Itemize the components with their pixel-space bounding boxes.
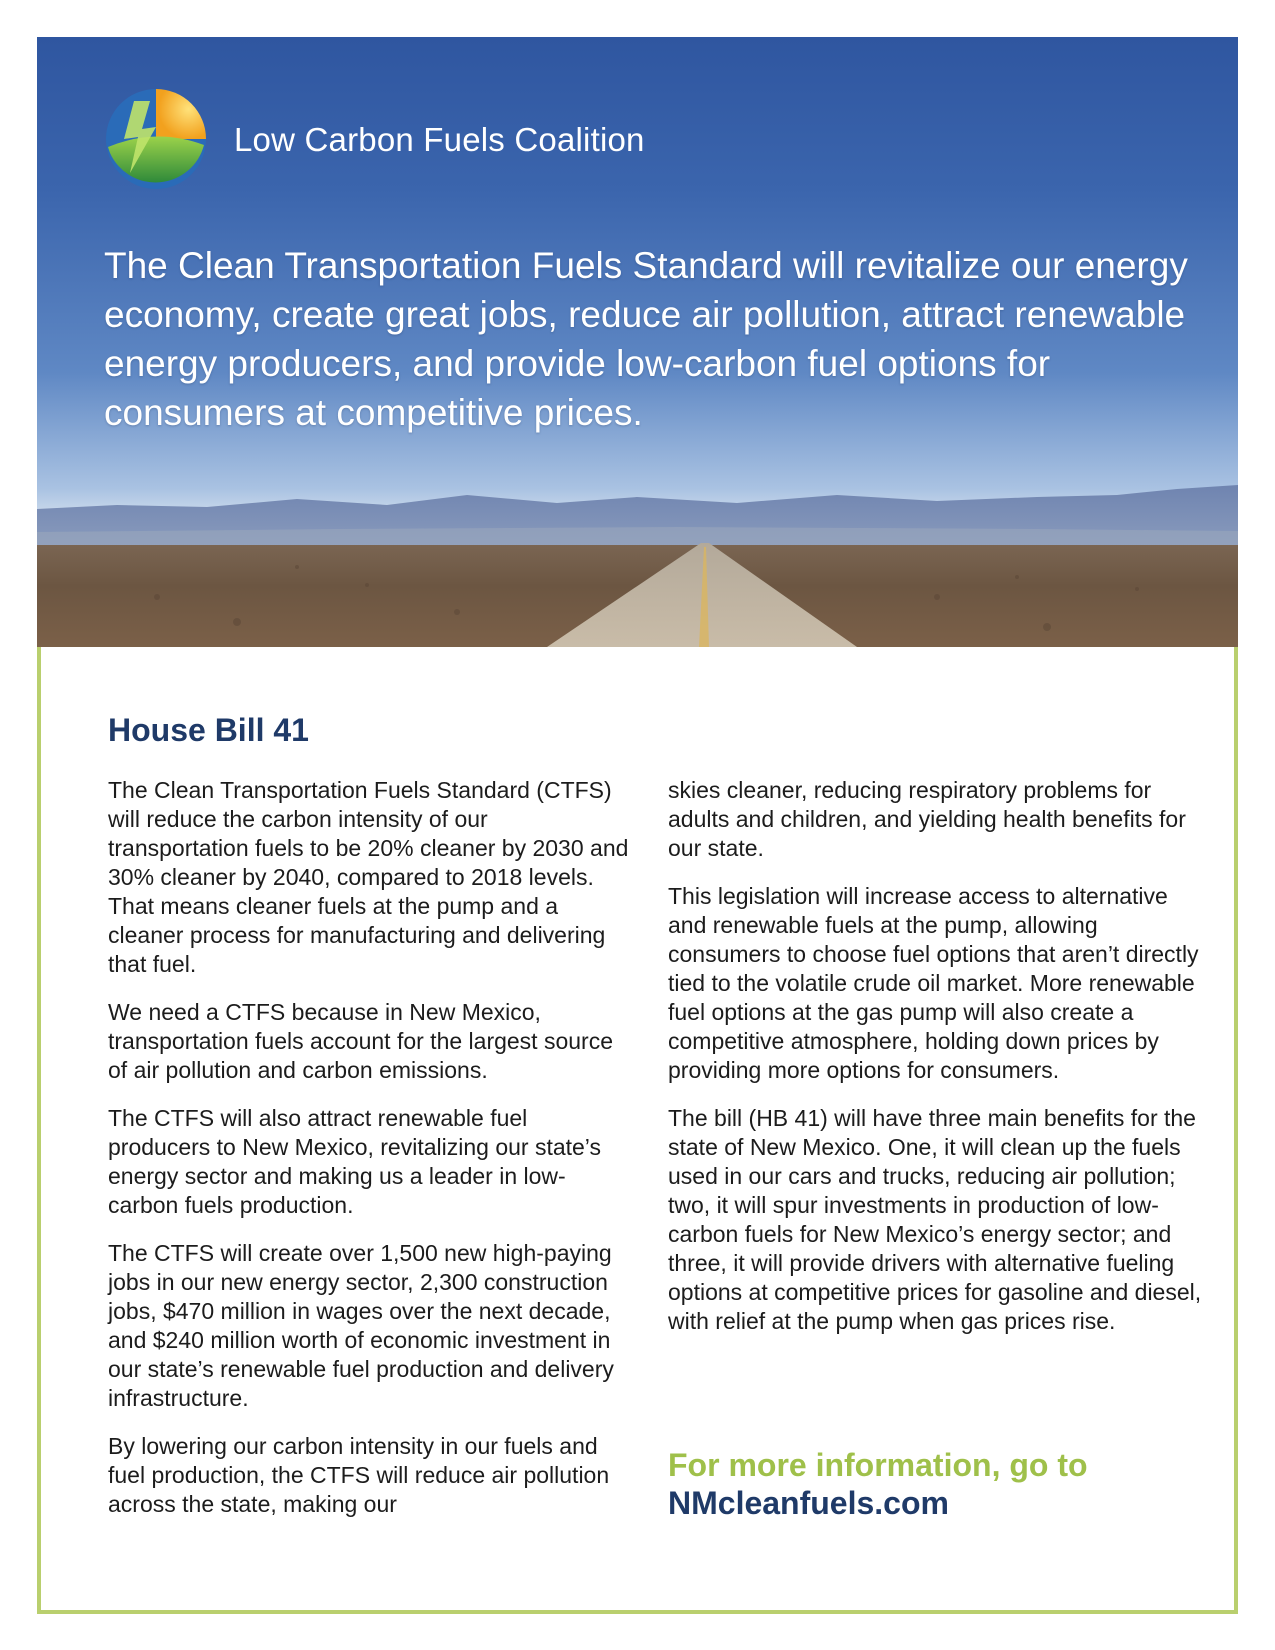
paragraph: The CTFS will create over 1,500 new high-paying jobs in our new energy sector, 2,300 construction jobs, $470 million in wages over the next decade, and $240 million worth of economic investment in our state’s renewable fuel production and delivery infrastructure.	[108, 1240, 614, 1411]
paragraph: We need a CTFS because in New Mexico, transportation fuels account for the largest source of air pollution and carbon emissions.	[108, 999, 614, 1083]
website-link[interactable]: NMcleanfuels.com	[668, 1485, 949, 1521]
paragraph: The bill (HB 41) will have three main benefits for the state of New Mexico. One, it will clean up the fuels used in our cars and trucks, reducing air pollution; two, it will spur investments in production of low-carbon fuels for New Mexico’s energy sector; and three, it will provide drivers with alternative fueling options at competitive prices for gasoline and diesel, with relief at the pump when gas prices rise.	[668, 1105, 1202, 1334]
paragraph: The Clean Transportation Fuels Standard (CTFS) will reduce the carbon intensity of our transportation fuels to be 20% cleaner by 2030 and 30% cleaner by 2040, compared to 2018 levels. That means cleaner fuels at the pump and a cleaner process for manufacturing and delivering that fuel.	[108, 777, 629, 977]
right-column	[668, 776, 1203, 1355]
coalition-logo-icon	[104, 87, 208, 191]
paragraph: skies cleaner, reducing respiratory problems for adults and children, and yielding health benefits for our state.	[668, 777, 1186, 861]
left-column	[108, 776, 633, 1538]
call-to-action	[668, 1446, 1088, 1522]
page-title: House Bill 41	[108, 712, 309, 748]
org-name: Low Carbon Fuels Coalition	[234, 121, 645, 158]
paragraph: The CTFS will also attract renewable fuel producers to New Mexico, revitalizing our state’s energy sector and making us a leader in low-carbon fuels production.	[108, 1105, 602, 1218]
paragraph: By lowering our carbon intensity in our fuels and fuel production, the CTFS will reduce air pollution across the state, making our	[108, 1433, 610, 1517]
paragraph: This legislation will increase access to alternative and renewable fuels at the pump, allowing consumers to choose fuel options that aren’t directly tied to the volatile crude oil market. More renewable fuel options at the gas pump will also create a competitive atmosphere, holding down prices by providing more options for consumers.	[668, 883, 1199, 1083]
header-tagline: The Clean Transportation Fuels Standard will revitalize our energy economy, create great jobs, reduce air pollution, attract renewable energy producers, and provide low-carbon fuel options for consumers at competitive prices.	[104, 245, 1188, 433]
hero-banner	[37, 37, 1238, 647]
cta-text: For more information, go to	[668, 1447, 1088, 1483]
